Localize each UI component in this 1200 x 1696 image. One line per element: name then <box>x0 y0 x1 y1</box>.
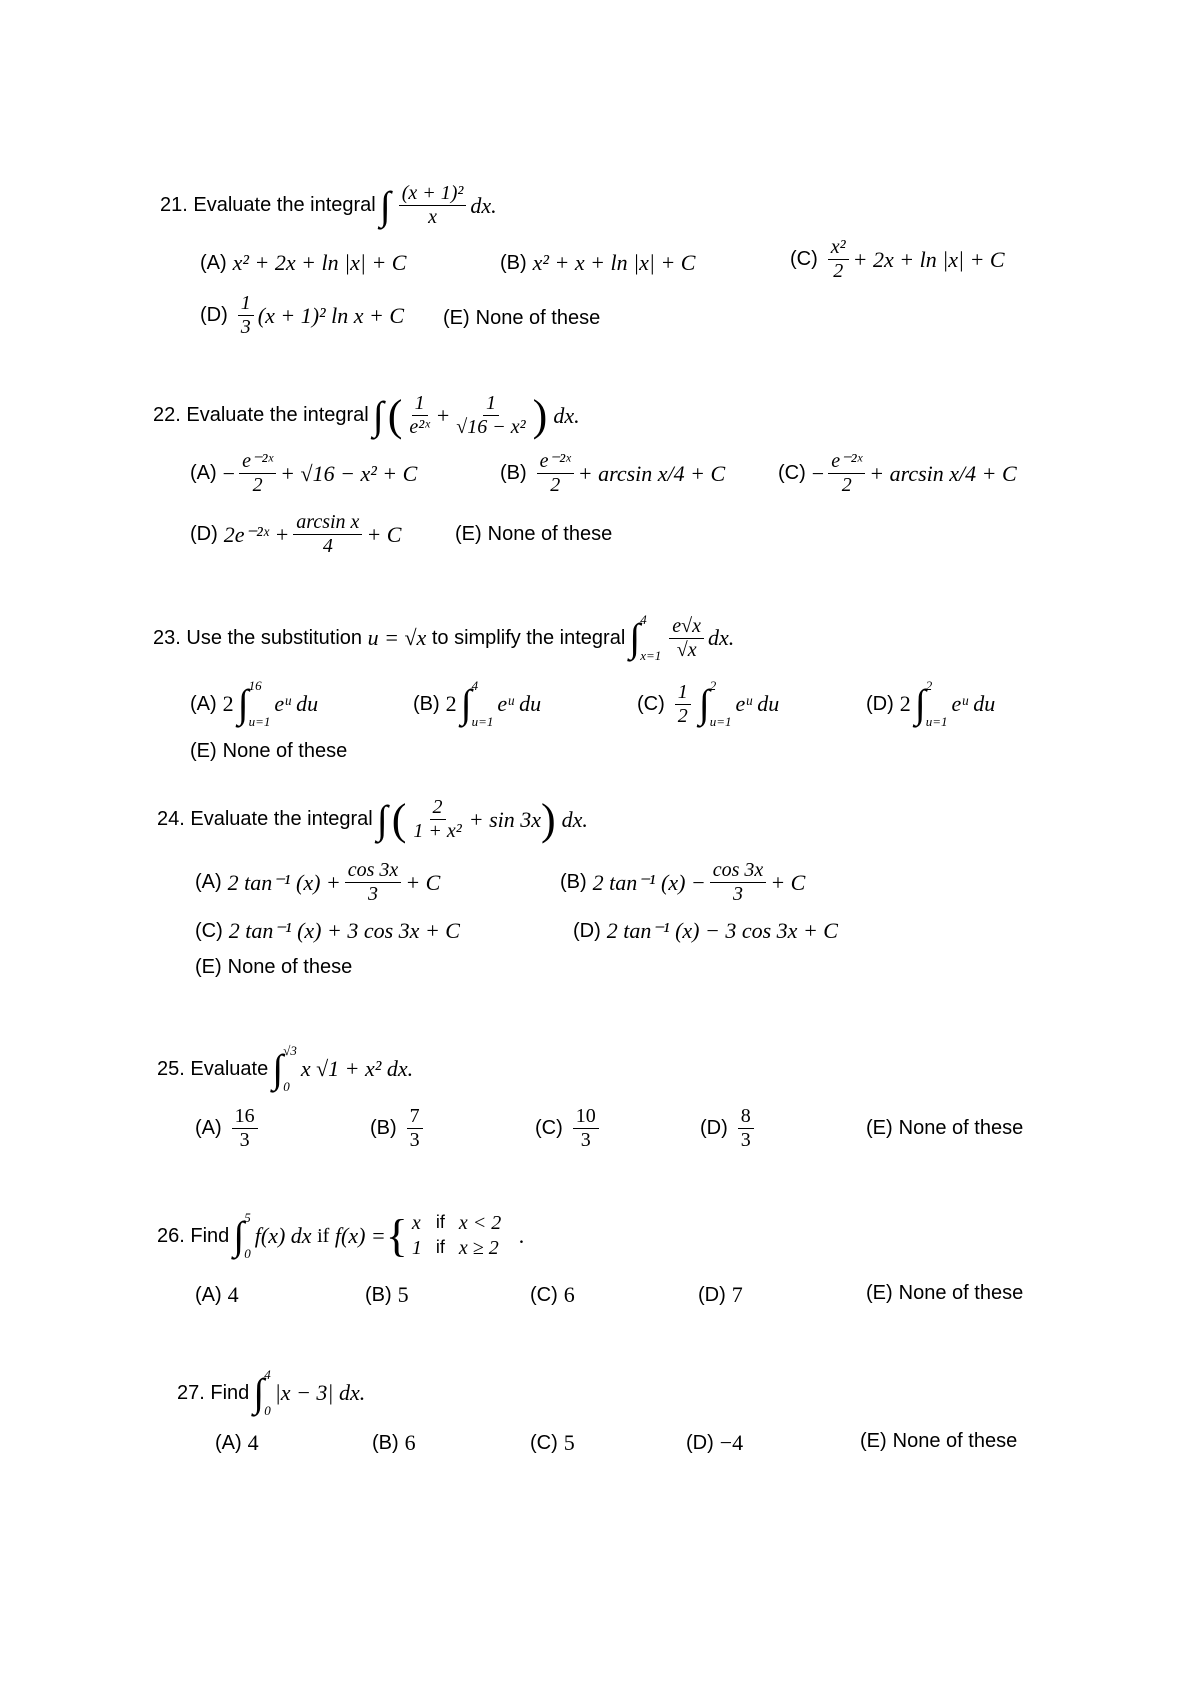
question-prompt: Find <box>190 1224 230 1247</box>
integral-sign: ∫ <box>253 1370 265 1415</box>
choice-b: (B) x² + x + ln |x| + C <box>500 250 696 275</box>
choice-a: (A) 2 tan⁻¹ (x) + $\frac{\cos 3x}{3}$ + C <box>195 859 441 905</box>
choice-c: (C) 2 tan⁻¹ (x) + 3 cos 3x + C <box>195 918 460 943</box>
choice-a: (A) 4 <box>195 1282 239 1307</box>
integrand-fraction: $\frac{\text{(x + 1)²}}{x}$ <box>399 183 467 228</box>
differential: dx. <box>561 806 588 832</box>
differential: dx. <box>708 625 735 650</box>
choice-e: (E) None of these <box>190 740 348 762</box>
choice-d: (D) $\frac{8}{3}$ <box>700 1106 758 1151</box>
choice-a: (A) x² + 2x + ln |x| + C <box>200 250 407 275</box>
choice-c: (C) 5 <box>530 1430 575 1455</box>
choice-c: (C) $\frac{10}{3}$ <box>535 1106 603 1151</box>
choice-b: (B) $\frac{7}{3}$ <box>370 1106 427 1151</box>
choice-e: (E) None of these <box>866 1282 1024 1304</box>
question-number: 27. <box>177 1381 205 1404</box>
question-number: 23. <box>153 626 181 649</box>
question-25-stem: 25. Evaluate ∫ √3 0 x √1 + x² dx. <box>157 1043 414 1094</box>
choice-d: (D) 7 <box>698 1282 743 1307</box>
choice-b: (B) 2 ∫ 4 u=1 eᵘ du <box>413 678 542 729</box>
question-23-stem: 23. Use the substitution u = √x to simplify the integral ∫ 4 x=1 $\frac{e√x}{√x}$ dx. <box>153 612 735 663</box>
choice-c: (C) − $\frac{\text{e⁻²ˣ}}{2}$ + arcsin x/4 + C <box>778 450 1017 496</box>
question-prompt: Evaluate the integral <box>193 194 376 216</box>
choice-e: (E) None of these <box>455 523 613 545</box>
piecewise-cases: x if x < 2 1 if x ≥ 2 <box>411 1212 502 1259</box>
question-prompt: Evaluate <box>190 1057 269 1080</box>
question-22-stem: 22. Evaluate the integral ∫ ( $\frac{1}{\text{e²ˣ}}$ + $\frac{1}{\text{√16 − x²}}$ ) dx. <box>153 390 580 440</box>
question-prompt: Find <box>210 1381 250 1404</box>
choice-e: (E) None of these <box>866 1117 1024 1139</box>
choice-d: (D) −4 <box>686 1430 744 1455</box>
choice-c: (C) $\frac{\text{x²}}{2}$ + 2x + ln |x| + C <box>790 236 1005 282</box>
integral-sign: ∫ <box>379 182 391 228</box>
choice-a: (A) $\frac{16}{3}$ <box>195 1106 262 1151</box>
choice-e: (E) None of these <box>860 1430 1018 1452</box>
question-prompt: Evaluate the integral <box>190 808 373 830</box>
choice-d: (D) 2 tan⁻¹ (x) − 3 cos 3x + C <box>573 918 838 943</box>
choice-b: (B) 5 <box>365 1282 409 1307</box>
choice-a: (A) 2 ∫ 16 u=1 eᵘ du <box>190 678 319 729</box>
choice-e: (E) None of these <box>195 956 353 978</box>
choice-a: (A) − $\frac{\text{e⁻²ˣ}}{2}$ + √16 − x² + C <box>190 450 418 496</box>
choice-c: (C) $\frac{1}{2}$ ∫ 2 u=1 eᵘ du <box>637 678 780 729</box>
choice-e: (E) None of these <box>443 307 601 329</box>
choice-d: (D) 2 ∫ 2 u=1 eᵘ du <box>866 678 996 729</box>
question-number: 24. <box>157 808 185 830</box>
question-number: 21. <box>160 194 188 216</box>
integral-sign: ∫ <box>629 615 641 660</box>
question-number: 22. <box>153 404 181 426</box>
question-number: 25. <box>157 1057 185 1080</box>
differential: dx. <box>470 192 497 218</box>
integral-sign: ∫ <box>372 392 384 438</box>
choice-b: (B) $\frac{\text{e⁻²ˣ}}{2}$ + arcsin x/4 + C <box>500 450 726 496</box>
choice-b: (B) 6 <box>372 1430 416 1455</box>
choice-d: (D) 2e⁻²ˣ + $\frac{\text{arcsin x}}{4}$ + C <box>190 511 402 557</box>
question-26-stem: 26. Find ∫ 5 0 f(x) dx if f(x) = { x if x < 2 1 if x ≥ 2 . <box>157 1210 525 1261</box>
question-number: 26. <box>157 1224 185 1247</box>
integral-sign: ∫ <box>272 1046 284 1091</box>
choice-a: (A) 4 <box>215 1430 259 1455</box>
choice-b: (B) 2 tan⁻¹ (x) − $\frac{\cos 3x}{3}$ + C <box>560 859 806 905</box>
differential: dx. <box>553 402 580 428</box>
question-27-stem: 27. Find ∫ 4 0 |x − 3| dx. <box>177 1367 366 1418</box>
integral-sign: ∫ <box>376 796 388 842</box>
question-21-stem <box>160 183 497 228</box>
question-24-stem: 24. Evaluate the integral ∫ ( $\frac{2}{\text{1 + x²}}$ + sin 3x ) dx. <box>157 794 588 844</box>
choice-c: (C) 6 <box>530 1282 575 1307</box>
question-prompt: Evaluate the integral <box>186 404 369 426</box>
integral-sign: ∫ <box>233 1213 245 1258</box>
choice-d: (D) $\frac{1}{3}$ (x + 1)² ln x + C <box>200 292 405 338</box>
